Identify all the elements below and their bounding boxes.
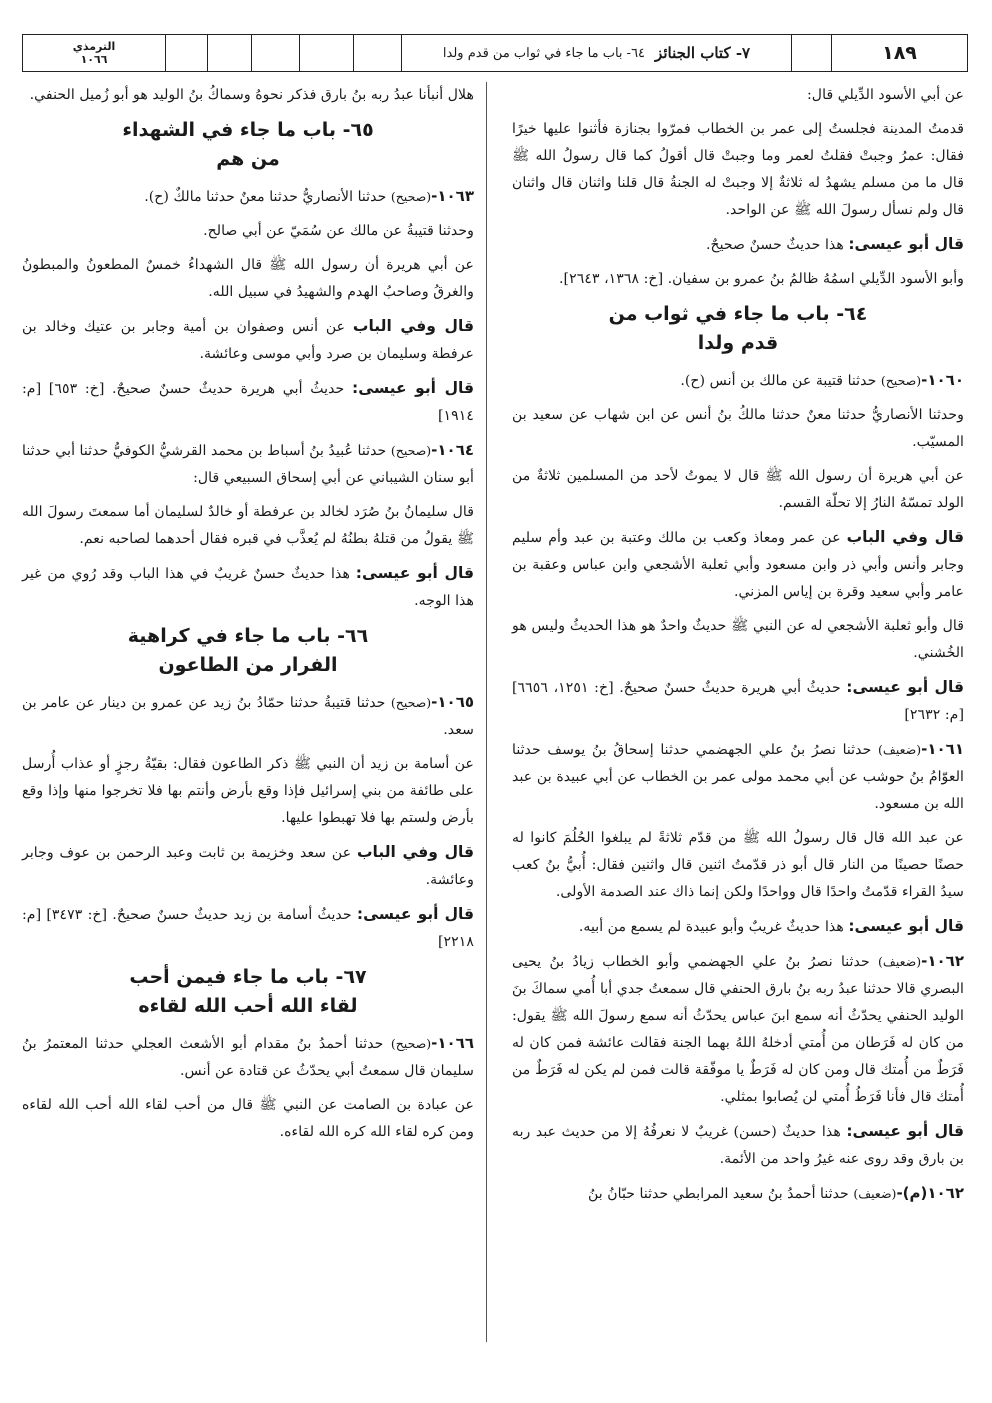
fi-al-bab-label: قال وفي الباب [846,528,964,546]
comment-text: عن سعد وخزيمة بن ثابت وعبد الرحمن بن عوف وجابر وعائشة. [22,845,474,888]
chapter-heading-67 [22,963,474,1021]
hadith-grade: (صحيح) [390,189,432,204]
header-blank-cell [207,35,251,71]
hadith-grade: (صحيح) [390,1036,432,1051]
left-column [22,82,474,1153]
comment-text: حديثُ أبي هريرة حديثٌ حسنٌ صحيحٌ. [خ: ٦٥٣] [م: ١٩١٤] [22,381,474,424]
isnad-text: حدثنا عُبيدُ بنُ أسباط بن محمد القرشيُّ الكوفيُّ حدثنا أبي حدثنا أبو سنان الشيباني عن أبي إسحاق السبيعي قال: [22,443,474,486]
hadith-grade: (ضعيف) [853,1186,897,1201]
hadith-grade: (ضعيف) [878,742,922,757]
hadith-1062 [512,948,964,1111]
heading-line: لقاء الله أحب الله لقاءه [138,995,358,1017]
bab-title: ٦٤- باب ما جاء في ثواب من قدم ولدا [442,45,646,61]
heading-line: ٦٦- باب ما جاء في كراهية [127,625,369,647]
hadith-number: ١٠٦٤- [431,441,475,459]
paragraph: قدمتُ المدينة فجلستُ إلى عمر بن الخطاب فمرّوا بجنازة فأثنوا عليها خيرًا فقال: عمرُ وجبتْ فقلتُ لعمر وما وجبتْ قال أقولُ كما قال رسولُ الله ﷺ قال ما من مسلم يشهدُ له ثلاثةٌ إلا وجبتْ له الجنةُ قال قلنا واثنان قال واثنان قال ولم نسأل رسولَ الله ﷺ عن الواحد. [512,121,964,218]
heading-line: ٦٤- باب ما جاء في ثواب من [608,303,868,325]
hadith-number: ١٠٦٢(م)- [896,1184,964,1202]
abu-isa-label: قال أبو عيسى: [355,564,474,582]
heading-line: الفرار من الطاعون [158,654,338,676]
paragraph: عن عبادة بن الصامت عن النبي ﷺ قال من أحب لقاء الله أحب الله لقاءه ومن كره لقاء الله كره الله لقاءه. [22,1097,474,1140]
hadith-1061 [512,736,964,818]
hadith-1066 [22,1030,474,1085]
paragraph: عن أبي هريرة أن رسول الله ﷺ قال لا يموتُ لأحد من المسلمين ثلاثةٌ من الولد تمسّهُ النارُ إلا تحلّة القسم. [512,468,964,511]
page-number: ١٨٩ [831,35,967,71]
heading-line: قدم ولدا [697,332,779,354]
paragraph: عن عبد الله قال قال رسولُ الله ﷺ من قدّم ثلاثةً لم يبلغوا الحُلُمَ كانوا له حصنًا حصينًا من النار قال أبو ذر قدّمتُ اثنين قال واثنين فقال: أُبيُّ بنُ كعب سيدُ القراء قدّمتُ واحدًا قال وواحدًا ولكن إنما ذاك عند الصدمة الأولى. [512,830,964,900]
abu-isa-comment [512,231,964,259]
hadith-number: ١٠٦٠- [921,371,964,389]
comment-text: عن أنس وصفوان بن أمية وجابر بن عتيك وخالد بن عرفطة وسليمان بن صرد وأبي موسى وعائشة. [22,319,474,362]
isnad-text: حدثنا نصرُ بنُ علي الجهضمي وأبو الخطاب زيادُ بنُ يحيى البصري قالا حدثنا عبدُ ربه بنُ بارق الحنفي قال سمعتُ جدي أبا أُمي سماكَ بنَ الوليد الحنفي يحدّثُ أنه سمع ابنَ عباس يحدّثُ أنه سمع رسولَ الله ﷺ يقول: من كان له فَرَطان من أُمتي أدخلهُ اللهُ بهما الجنة فقالت عائشة فمن كان له فَرَطٌ من أُمتك قال ومن كان له فَرَطٌ يا موفّقة قالت فمن لم يكن له فَرَطٌ من أُمتك قال فأنا فَرَطُ أُمتي لن يُصابوا بمثلي. [512,954,964,1105]
chapter-heading-64 [512,300,964,358]
isnad-text: حدثنا أحمدُ بنُ سعيد المرابطي حدثنا حبّانُ بنُ [587,1186,849,1202]
abu-isa-label: قال أبو عيسى: [846,1122,964,1140]
abu-isa-label: قال أبو عيسى: [356,905,474,923]
isnad-text: حدثنا قتيبةُ حدثنا حمّادُ بنُ زيد عن عمرو بن دينار عن عامر بن سعد. [22,695,474,738]
hadith-number: ١٠٦٣- [431,187,474,205]
abu-isa-comment [22,901,474,956]
paragraph: وحدثنا قتيبةُ عن مالك عن سُمَيّ عن أبي صالح. [203,223,474,239]
abu-isa-label: قال أبو عيسى: [846,678,964,696]
comment-text: هذا حديثٌ (حسن) غريبٌ لا نعرفُهُ إلا من حديث عبد ربه بن بارق وقد روى عنه غيرُ واحد من الأئمة. [512,1124,964,1167]
comment-text: هذا حديثٌ حسنٌ غريبٌ في هذا الباب وقد رُوي من غير هذا الوجه. [22,566,474,609]
abu-isa-comment [512,1118,964,1173]
hadith-grade: (صحيح) [390,443,432,458]
comment-text: حديثُ أبي هريرة حديثٌ حسنٌ صحيحٌ. [خ: ١٢٥١، ٦٦٥٦] [م: ٢٦٣٢] [512,680,964,723]
hadith-number: ١٠٦٦- [431,1034,474,1052]
collection-name: الترمذي [72,40,116,53]
paragraph: عن أسامة بن زيد أن النبي ﷺ ذكر الطاعون فقال: بقيّةُ رجزٍ أو عذاب أُرسل على طائفة من بني إسرائيل فإذا وقع بأرض وأنتم بها فلا تخرجوا منها وإذا وقع بأرض ولستم بها فلا تهبطوا عليها. [22,756,474,826]
hadith-range: ١٠٦٦ [80,53,108,66]
hadith-number: ١٠٦٢- [921,952,964,970]
header-blank-cell [165,35,207,71]
abu-isa-label: قال أبو عيسى: [848,917,964,935]
page-header [22,34,968,72]
comment-text: عن عمر ومعاذ وكعب بن مالك وعتبة بن عبد وأم سليم وجابر وأنس وأبي ذر وابن مسعود وأبي ثعلبة الأشجعي وابن عباس وعقبة بن عامر وأبي سعيد وقرة بن إياس المزني. [512,530,964,600]
isnad-text: حدثنا أحمدُ بنُ مقدام أبو الأشعث العجلي حدثنا المعتمرُ بنُ سليمان قال سمعتُ أبي يحدّثُ عن قتادة عن أنس. [22,1036,474,1079]
paragraph: عن أبي هريرة أن رسول الله ﷺ قال الشهداءُ خمسٌ المطعونُ والمبطونُ والغرقُ وصاحبُ الهدم والشهيدُ في سبيل الله. [22,257,474,300]
comment-text: هذا حديثٌ غريبٌ وأبو عبيدة لم يسمع من أبيه. [578,919,844,935]
right-column [512,82,964,1215]
comment-text: هذا حديثٌ حسنٌ صحيحٌ. [705,237,844,253]
running-title [401,35,791,71]
heading-line: ٦٥- باب ما جاء في الشهداء [122,119,374,141]
heading-line: من هم [216,148,280,170]
hadith-grade: (صحيح) [390,695,432,710]
heading-line: ٦٧- باب ما جاء فيمن أحب [129,966,367,988]
hadith-1063 [22,183,474,211]
hadith-1065 [22,689,474,744]
column-divider [486,82,487,1342]
header-blank-cell [791,35,831,71]
abu-isa-comment [22,560,474,615]
paragraph: وأبو الأسود الدِّيلي اسمُهُ ظالمُ بنُ عمرو بن سفيان. [خ: ١٣٦٨، ٢٦٤٣]. [559,271,964,287]
fi-al-bab-label: قال وفي الباب [352,317,474,335]
collection-ref [23,35,165,71]
hadith-1064 [22,437,474,492]
isnad-text: حدثنا الأنصاريُّ حدثنا معنٌ حدثنا مالكٌ (ح). [144,189,387,205]
hadith-number: ١٠٦٥- [431,693,475,711]
hadith-number: ١٠٦١- [921,740,964,758]
paragraph: وحدثنا الأنصاريُّ حدثنا معنٌ حدثنا مالكُ بنُ أنس عن ابن شهاب عن سعيد بن المسيّب. [512,407,964,450]
abu-isa-comment [512,913,964,941]
isnad-text: حدثنا قتيبة عن مالك بن أنس (ح). [680,373,877,389]
abu-isa-comment [22,375,474,430]
header-blank-cell [299,35,353,71]
fi-al-bab [22,839,474,894]
hadith-1062m [512,1180,964,1208]
paragraph: قال سليمانُ بنُ صُرَد لخالد بن عرفطة أو خالدٌ لسليمان أما سمعتَ رسولَ الله ﷺ يقولُ من قتلهُ بطنُهُ لم يُعذَّب في قبره فقال أحدهما لصاحبه نعم. [22,504,474,547]
hadith-grade: (صحيح) [880,373,922,388]
fi-al-bab [22,313,474,368]
header-blank-cell [353,35,401,71]
paragraph: قال وأبو ثعلبة الأشجعي له عن النبي ﷺ حديثٌ واحدٌ هو هذا الحديثُ وليس هو الخُشني. [512,618,964,661]
comment-text: حديثُ أسامة بن زيد حديثٌ حسنٌ صحيحٌ. [خ: ٣٤٧٣] [م: ٢٢١٨] [22,907,474,950]
header-blank-cell [251,35,299,71]
paragraph: عن أبي الأسود الدِّيلي قال: [807,87,964,103]
abu-isa-comment [512,674,964,729]
paragraph: هلال أنبأنا عبدُ ربه بنُ بارق فذكر نحوهُ وسماكُ بنُ الوليد هو أبو زُميل الحنفي. [29,87,474,103]
abu-isa-label: قال أبو عيسى: [848,235,964,253]
hadith-1060 [512,367,964,395]
abu-isa-label: قال أبو عيسى: [352,379,474,397]
hadith-grade: (ضعيف) [878,954,922,969]
isnad-text: حدثنا نصرُ بنُ علي الجهضمي حدثنا إسحاقُ بنُ يوسف حدثنا العوّامُ بنُ حوشب عن أبي محمد مولى عمر بن الخطاب عن أبي عبيدة بن عبد الله بن مسعود. [512,742,964,812]
chapter-heading-65 [22,116,474,174]
fi-al-bab [512,524,964,606]
fi-al-bab-label: قال وفي الباب [356,843,474,861]
chapter-title: ٧- كتاب الجنائز [655,44,751,62]
chapter-heading-66 [22,622,474,680]
